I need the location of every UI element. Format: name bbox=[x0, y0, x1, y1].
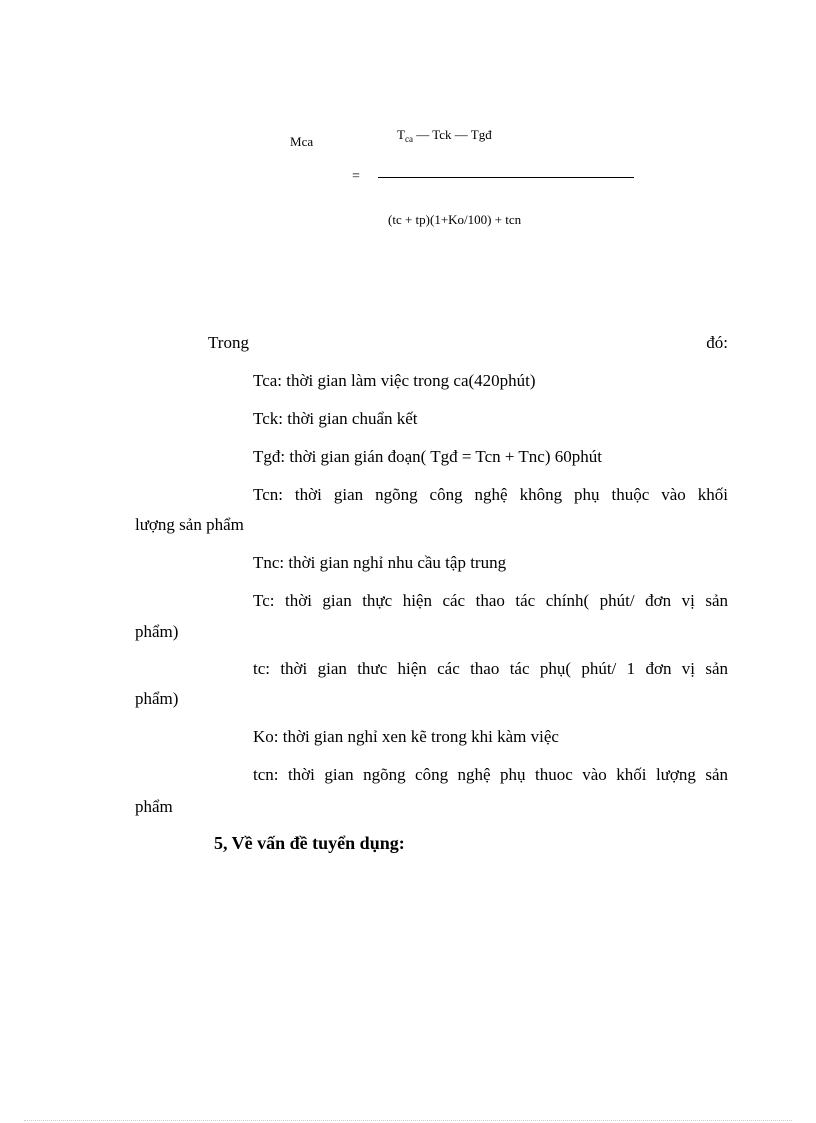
formula-equals: = bbox=[352, 169, 360, 184]
numerator-term-3: Tgđ bbox=[470, 127, 492, 142]
numerator-term-1: T bbox=[397, 127, 405, 142]
definition-tc-line1: Tc: thời gian thực hiện các thao tác chính( phút/ đơn vị sản bbox=[253, 591, 728, 610]
formula-numerator bbox=[397, 127, 492, 144]
numerator-minus-2: — bbox=[451, 127, 471, 142]
definition-tnc: Tnc: thời gian nghỉ nhu cầu tập trung bbox=[253, 553, 507, 572]
numerator-term-2: Tck bbox=[432, 127, 452, 142]
definition-tc-line2: phẩm) bbox=[135, 622, 179, 641]
definition-tcn2-line2: phẩm bbox=[135, 797, 173, 816]
definition-tck: Tck: thời gian chuẩn kết bbox=[253, 409, 418, 428]
formula-lhs bbox=[290, 134, 313, 150]
definition-tgd: Tgđ: thời gian gián đoạn( Tgđ = Tcn + Tnc) 60phút bbox=[253, 447, 602, 466]
definition-tc-sub-line2: phẩm) bbox=[135, 689, 179, 708]
definition-tca: Tca: thời gian làm việc trong ca(420phút) bbox=[253, 371, 536, 390]
section-heading: 5, Về vấn đề tuyển dụng: bbox=[214, 833, 405, 853]
intro-line bbox=[208, 333, 728, 353]
formula-lhs-sub: ca bbox=[301, 134, 314, 149]
definition-tcn2-line1: tcn: thời gian ngõng công nghệ phụ thuoc vào khối lượng sản bbox=[253, 765, 728, 784]
page-bottom-border bbox=[24, 1120, 792, 1121]
numerator-term-1-sub: ca bbox=[404, 134, 413, 144]
intro-right: đó: bbox=[706, 333, 728, 352]
definition-tcn-line1: Tcn: thời gian ngõng công nghệ không phụ thuộc vào khối bbox=[253, 485, 728, 504]
definition-ko: Ko: thời gian nghỉ xen kẽ trong khi kàm việc bbox=[253, 727, 559, 746]
fraction-bar bbox=[378, 177, 634, 178]
numerator-minus-1: — bbox=[412, 127, 433, 142]
intro-left: Trong bbox=[208, 333, 249, 352]
formula-denominator: (tc + tp)(1+Ko/100) + tcn bbox=[388, 212, 522, 227]
definition-tcn-line2: lượng sản phẩm bbox=[135, 515, 244, 534]
formula-lhs-main: M bbox=[290, 134, 302, 149]
definition-tc-sub-line1: tc: thời gian thưc hiện các thao tác phụ( phút/ 1 đơn vị sản bbox=[253, 659, 728, 678]
